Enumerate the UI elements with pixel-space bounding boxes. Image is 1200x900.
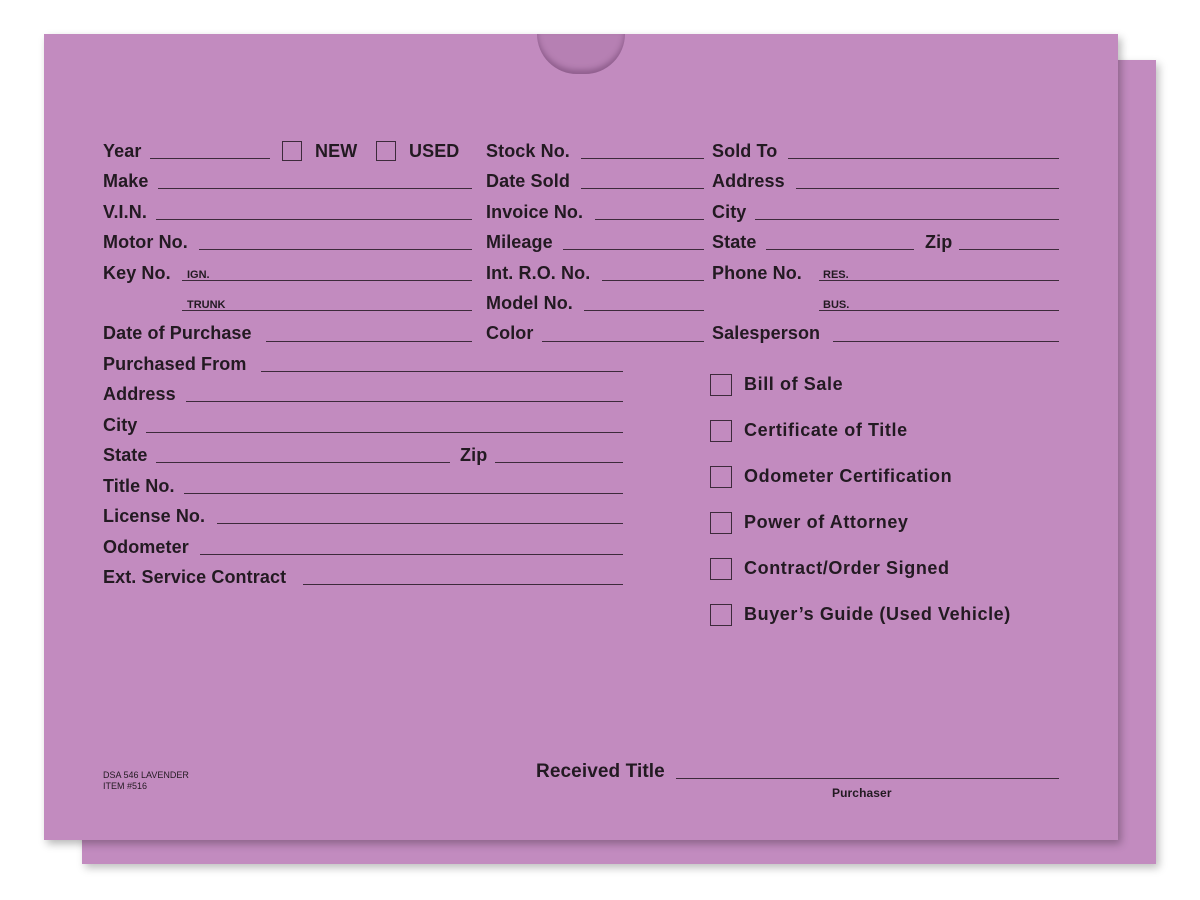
- form-code: DSA 546 LAVENDER: [103, 770, 189, 780]
- front-sheet: [44, 34, 1118, 840]
- key-no-label: Key No.: [103, 263, 171, 283]
- sold-to-field[interactable]: [788, 158, 1059, 159]
- motor-no-label: Motor No.: [103, 232, 188, 252]
- date-of-purchase-label: Date of Purchase: [103, 323, 252, 343]
- color-field[interactable]: [542, 341, 704, 342]
- buyer-zip-label: Zip: [925, 232, 953, 252]
- certificate-of-title-label: Certificate of Title: [744, 420, 908, 440]
- purchase-zip-label: Zip: [460, 445, 488, 465]
- buyer-zip-field[interactable]: [959, 249, 1059, 250]
- mileage-field[interactable]: [563, 249, 704, 250]
- purchased-from-field[interactable]: [261, 371, 623, 372]
- buyer-state-label: State: [712, 232, 757, 252]
- used-checkbox[interactable]: [376, 141, 396, 161]
- certificate-of-title-checkbox[interactable]: [710, 420, 732, 442]
- purchase-address-label: Address: [103, 384, 176, 404]
- used-label: USED: [409, 141, 460, 161]
- stock-no-label: Stock No.: [486, 141, 570, 161]
- new-label: NEW: [315, 141, 358, 161]
- phone-res-label: RES.: [823, 269, 849, 281]
- title-no-field[interactable]: [184, 493, 623, 494]
- power-of-attorney-label: Power of Attorney: [744, 512, 909, 532]
- date-sold-field[interactable]: [581, 188, 704, 189]
- purchase-city-label: City: [103, 415, 138, 435]
- buyer-state-field[interactable]: [766, 249, 914, 250]
- new-checkbox[interactable]: [282, 141, 302, 161]
- year-field[interactable]: [150, 158, 270, 159]
- key-trunk-field[interactable]: [182, 310, 472, 311]
- buyer-city-label: City: [712, 202, 747, 222]
- contract-order-signed-checkbox[interactable]: [710, 558, 732, 580]
- license-no-label: License No.: [103, 506, 206, 526]
- ext-service-contract-field[interactable]: [303, 584, 623, 585]
- odometer-certification-checkbox[interactable]: [710, 466, 732, 488]
- model-no-field[interactable]: [584, 310, 704, 311]
- buyer-address-field[interactable]: [796, 188, 1059, 189]
- key-ign-field[interactable]: [182, 280, 472, 281]
- invoice-no-label: Invoice No.: [486, 202, 584, 222]
- year-label: Year: [103, 141, 142, 161]
- odometer-label: Odometer: [103, 537, 189, 557]
- invoice-no-field[interactable]: [595, 219, 704, 220]
- motor-no-field[interactable]: [199, 249, 472, 250]
- bill-of-sale-label: Bill of Sale: [744, 374, 844, 394]
- odometer-field[interactable]: [200, 554, 623, 555]
- title-no-label: Title No.: [103, 476, 175, 496]
- received-title-label: Received Title: [536, 761, 665, 782]
- date-sold-label: Date Sold: [486, 171, 570, 191]
- vin-label: V.I.N.: [103, 202, 147, 222]
- purchase-state-label: State: [103, 445, 148, 465]
- int-ro-no-field[interactable]: [602, 280, 704, 281]
- power-of-attorney-checkbox[interactable]: [710, 512, 732, 534]
- contract-order-signed-label: Contract/Order Signed: [744, 558, 950, 578]
- buyer-address-label: Address: [712, 171, 785, 191]
- purchase-zip-field[interactable]: [495, 462, 623, 463]
- date-of-purchase-field[interactable]: [266, 341, 472, 342]
- phone-no-label: Phone No.: [712, 263, 802, 283]
- bill-of-sale-checkbox[interactable]: [710, 374, 732, 396]
- stock-no-field[interactable]: [581, 158, 704, 159]
- vin-field[interactable]: [156, 219, 472, 220]
- license-no-field[interactable]: [217, 523, 623, 524]
- phone-bus-field[interactable]: [819, 310, 1059, 311]
- color-label: Color: [486, 323, 534, 343]
- buyers-guide-checkbox[interactable]: [710, 604, 732, 626]
- mileage-label: Mileage: [486, 232, 553, 252]
- buyers-guide-label: Buyer’s Guide (Used Vehicle): [744, 604, 1011, 624]
- salesperson-label: Salesperson: [712, 323, 821, 343]
- key-trunk-label: TRUNK: [187, 299, 226, 311]
- int-ro-no-label: Int. R.O. No.: [486, 263, 591, 283]
- purchase-city-field[interactable]: [146, 432, 623, 433]
- make-field[interactable]: [158, 188, 472, 189]
- purchased-from-label: Purchased From: [103, 354, 247, 374]
- ext-service-contract-label: Ext. Service Contract: [103, 567, 287, 587]
- sold-to-label: Sold To: [712, 141, 778, 161]
- phone-res-field[interactable]: [819, 280, 1059, 281]
- salesperson-field[interactable]: [833, 341, 1059, 342]
- purchase-address-field[interactable]: [186, 401, 623, 402]
- key-ign-label: IGN.: [187, 269, 210, 281]
- item-number: ITEM #516: [103, 781, 148, 791]
- phone-bus-label: BUS.: [823, 299, 850, 311]
- make-label: Make: [103, 171, 149, 191]
- purchaser-caption: Purchaser: [832, 786, 892, 800]
- purchase-state-field[interactable]: [156, 462, 450, 463]
- buyer-city-field[interactable]: [755, 219, 1059, 220]
- odometer-certification-label: Odometer Certification: [744, 466, 953, 486]
- model-no-label: Model No.: [486, 293, 573, 313]
- received-title-signature-field[interactable]: [676, 778, 1059, 779]
